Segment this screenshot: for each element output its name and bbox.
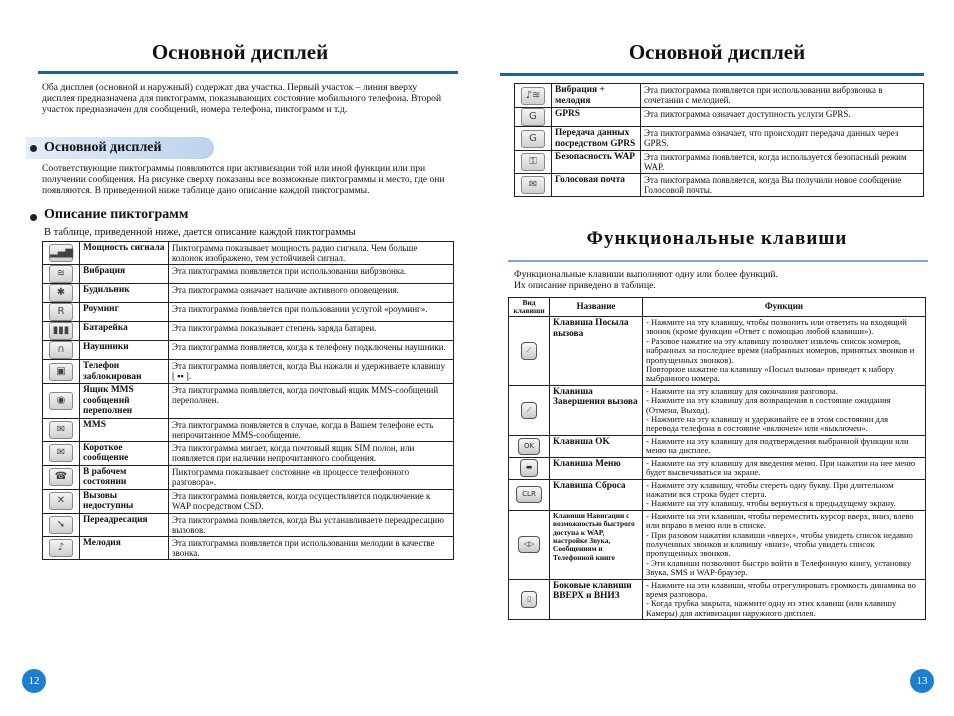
icon-description: Эта пиктограмма означает, что происходит передача данных через GPRS.	[641, 127, 924, 151]
icon-description: Эта пиктограмма показывает степень заряда батареи.	[169, 322, 454, 341]
function-keys-title: Функциональные клавиши	[586, 228, 848, 249]
table-row	[43, 536, 454, 559]
icon-name: Вызовы недоступны	[80, 489, 169, 513]
call-state-icon: ☎	[49, 468, 73, 486]
icon-description: Эта пиктограмма появляется при использовании вибрзвонка.	[169, 265, 454, 284]
key-functions: - Нажмите на эти клавиши, чтобы переместить курсор вверх, вниз, влево или вправо в меню или в списке. - При разовом нажатии клавиши «вверх», чтобы увидеть список недавно полученных звонков и клавишу «вниз», чтобы увидеть список пропущенных звонков. - Эти клавиши позволяют быстро войти в Телефонную книгу, установку Звука, SMS и WAP-браузер.	[643, 510, 926, 579]
icon-name: Голосовая почта	[552, 174, 641, 197]
voicemail-icon: ✉	[521, 176, 545, 194]
icon-name: MMS	[80, 418, 169, 441]
icon-name: Переадресация	[80, 513, 169, 536]
table-row	[509, 317, 926, 386]
nav-key-icon: ◁▷	[518, 536, 541, 553]
icon-name: Роуминг	[80, 303, 169, 322]
wap-security-icon: ⚿	[521, 153, 545, 171]
mms-icon: ✉	[49, 421, 73, 439]
key-name: Клавиша Меню	[550, 457, 643, 479]
key-functions: - Нажмите на эти клавиши, чтобы отрегулировать громкость динамика во время разговора. - Когда трубка закрыта, нажмите одну из этих клавиш (или клавишу Камеры) для активизации наружного дисплея.	[643, 579, 926, 620]
key-functions: - Нажмите эту клавишу, чтобы стереть одну букву. При длительном нажатии вся строка будет стерта. - Нажмите на эту клавишу, чтобы вернуться к предыдущему экрану.	[643, 479, 926, 510]
ok-key-icon: OK	[518, 438, 540, 455]
table-row	[515, 108, 924, 127]
table-row	[43, 360, 454, 384]
icon-name: Безопасность WAP	[552, 151, 641, 174]
key-functions: - Нажмите на эту клавишу, чтобы позвонить или ответить на входящий звонок (кроме функции «Ответ с помощью любой клавиши»). - Разовое нажатие на эту клавишу позволяет извлечь список номеров, набранных за последнее время (набранных номеров, принятых звонков и пропущенных звонков). Повторное нажатие на клавишу «Посыл вызова» приведет к набору выбранного номера.	[643, 317, 926, 386]
icon-description: Эта пиктограмма означает доступность услуги GPRS.	[641, 108, 924, 127]
icon-name: Наушники	[80, 341, 169, 360]
table-row	[509, 385, 926, 435]
bullet-icon	[30, 214, 37, 221]
melody-icon: ♪	[49, 539, 73, 557]
icon-description: Эта пиктограмма появляется в случае, когда в Вашем телефоне есть непрочитанное MMS-сообщение.	[169, 418, 454, 441]
table-row	[515, 127, 924, 151]
key-name: Клавиша Посыла вызова	[550, 317, 643, 386]
header-name: Название	[550, 298, 643, 317]
icon-name: Вибрация + мелодия	[552, 84, 641, 108]
icon-description: Эта пиктограмма мигает, когда почтовый ящик SIM полон, или появляется при наличии непрочитанного сообщения.	[169, 441, 454, 465]
icon-description: Эта пиктограмма появляется, когда осуществляется подключение к WAP посредством CSD.	[169, 489, 454, 513]
send-key-icon: ⟋	[521, 342, 538, 359]
header-functions: Функции	[643, 298, 926, 317]
table-row	[509, 435, 926, 457]
subheading-text: В таблице, приведенной ниже, дается описание каждой пиктограммы	[44, 227, 356, 238]
table-row	[43, 441, 454, 465]
key-name: Клавиши Навигации с возможностью быстрого доступа к WAP, настройке Звука, Сообщениям и Телефонной книге	[550, 510, 643, 579]
key-name: Клавиша Завершения вызова	[550, 385, 643, 435]
icon-name: Будильник	[80, 284, 169, 303]
clear-key-icon: CLR	[516, 486, 542, 503]
table-row	[43, 242, 454, 265]
header-view: Вид клавиши	[509, 298, 550, 317]
function-keys-table	[508, 297, 926, 620]
table-row	[509, 579, 926, 620]
no-calls-icon: ✕	[49, 492, 73, 510]
table-row	[515, 84, 924, 108]
function-keys-intro: Функциональные клавиши выполняют одну или более функций. Их описание приведено в таблице.	[514, 269, 778, 291]
icon-name: Мощность сигнала	[80, 242, 169, 265]
title-rule	[38, 71, 458, 74]
roaming-icon: R	[49, 303, 73, 321]
sms-icon: ✉	[49, 444, 73, 462]
icon-description: Пиктограмма показывает состояние «в процессе телефонного разговора».	[169, 465, 454, 489]
table-row	[43, 265, 454, 284]
lock-icon: ▣	[49, 363, 73, 381]
key-functions: - Нажмите на эту клавишу для окончания разговора. - Нажмите на эту клавишу для возвращения в состояние ожидания (Отмена, Выход). - Нажмите на эту клавишу и удерживайте ее в этом состоянии для перевода телефона в состояние «включен» или «выключен».	[643, 385, 926, 435]
icon-description: Эта пиктограмма появляется, когда используется безопасный режим WAP.	[641, 151, 924, 174]
icon-name: Телефон заблокирован	[80, 360, 169, 384]
gprs-icon: G	[521, 108, 545, 126]
alarm-icon: ✱	[49, 284, 73, 302]
icon-name: В рабочем состоянии	[80, 465, 169, 489]
title-rule	[508, 260, 928, 262]
icon-description: Эта пиктограмма появляется, когда почтовый ящик MMS-сообщений переполнен.	[169, 384, 454, 419]
icon-description: Эта пиктограмма появляется при использовании вибрзвонка в сочетании с мелодией.	[641, 84, 924, 108]
key-functions: - Нажмите на эту клавишу для введения меню. При нажатии на нее меню будет высвечиваться на экране.	[643, 457, 926, 479]
table-row	[43, 418, 454, 441]
section-banner	[26, 137, 214, 159]
end-key-icon: ⟋	[521, 402, 538, 419]
intro-text: Оба дисплея (основной и наружный) содержат два участка. Первый участок – линия вверху дисплея предназначена для пиктограмм, показывающих состояние мобильного телефона. Второй участок предназначен для сообщений, номера телефона, пиктограмм и т.д.	[42, 82, 442, 115]
table-row	[43, 489, 454, 513]
icon-name: Батарейка	[80, 322, 169, 341]
icon-description: Пиктограмма показывает мощность радио сигнала. Чем больше колонок изображено, тем устойчивей сигнал.	[169, 242, 454, 265]
table-row	[515, 174, 924, 197]
key-name: Боковые клавиши ВВЕРХ и ВНИЗ	[550, 579, 643, 620]
key-name: Клавиша OK	[550, 435, 643, 457]
title-rule	[500, 73, 924, 76]
forward-icon: ➘	[49, 516, 73, 534]
icon-description: Эта пиктограмма означает наличие активного оповещения.	[169, 284, 454, 303]
headset-icon: ∩	[49, 341, 73, 359]
vibration-icon: ≋	[49, 265, 73, 283]
section-text: Соответствующие пиктограммы появляются при активизации той или иной функции или при получении сообщения. На рисунке сверху показаны все возможные пиктограммы и место, где они появляются. В приведенной ниже таблице дано описание каждой пиктограммы.	[42, 163, 445, 196]
table-row	[43, 513, 454, 536]
table-row	[509, 479, 926, 510]
table-row	[43, 384, 454, 419]
icon-name: Короткое сообщение	[80, 441, 169, 465]
icon-table-continued	[514, 83, 924, 197]
table-row	[515, 151, 924, 174]
icon-description: Эта пиктограмма появляется, когда Вы получили новое сообщение Голосовой почты.	[641, 174, 924, 197]
key-functions: - Нажмите на эту клавишу для подтверждения выбранной функции или меню на дисплее.	[643, 435, 926, 457]
table-row	[43, 465, 454, 489]
mms-full-icon: ◉	[49, 392, 73, 410]
icon-description: Эта пиктограмма появляется, когда Вы устанавливаете переадресацию вызовов.	[169, 513, 454, 536]
vibration-melody-icon: ♪≋	[521, 87, 545, 105]
signal-icon: ▂▄▆	[49, 244, 73, 262]
icon-name: Вибрация	[80, 265, 169, 284]
page-number: 12	[22, 669, 46, 693]
icon-description: Эта пиктограмма появляется, когда Вы нажали и удерживаете клавишу [ ▪▪ ].	[169, 360, 454, 384]
battery-icon: ▮▮▮	[49, 322, 73, 340]
icon-table	[42, 241, 454, 560]
table-row	[509, 510, 926, 579]
icon-description: Эта пиктограмма появляется при пользовании услугой «роуминг».	[169, 303, 454, 322]
table-row	[43, 322, 454, 341]
icon-name: Мелодия	[80, 536, 169, 559]
icon-name: GPRS	[552, 108, 641, 127]
menu-key-icon: ▬	[520, 459, 539, 476]
gprs-transfer-icon: G	[521, 130, 545, 148]
table-row	[43, 284, 454, 303]
section-title: Основной дисплей	[44, 140, 162, 155]
page-title: Основной дисплей	[628, 40, 806, 64]
table-row	[43, 303, 454, 322]
icon-name: Ящик MMS сообщений переполнен	[80, 384, 169, 419]
icon-name: Передача данных посредством GPRS	[552, 127, 641, 151]
key-name: Клавиша Сброса	[550, 479, 643, 510]
page-number: 13	[910, 669, 934, 693]
icon-description: Эта пиктограмма появляется при использовании мелодии в качестве звонка.	[169, 536, 454, 559]
subheading: Описание пиктограмм	[44, 207, 189, 222]
side-keys-icon: ▯	[521, 591, 537, 608]
page-title: Основной дисплей	[151, 40, 329, 64]
bullet-icon	[30, 145, 37, 152]
right-page	[500, 0, 934, 716]
icon-description: Эта пиктограмма появляется, когда к телефону подключены наушники.	[169, 341, 454, 360]
table-row	[509, 457, 926, 479]
table-row	[43, 341, 454, 360]
left-page	[20, 0, 460, 716]
